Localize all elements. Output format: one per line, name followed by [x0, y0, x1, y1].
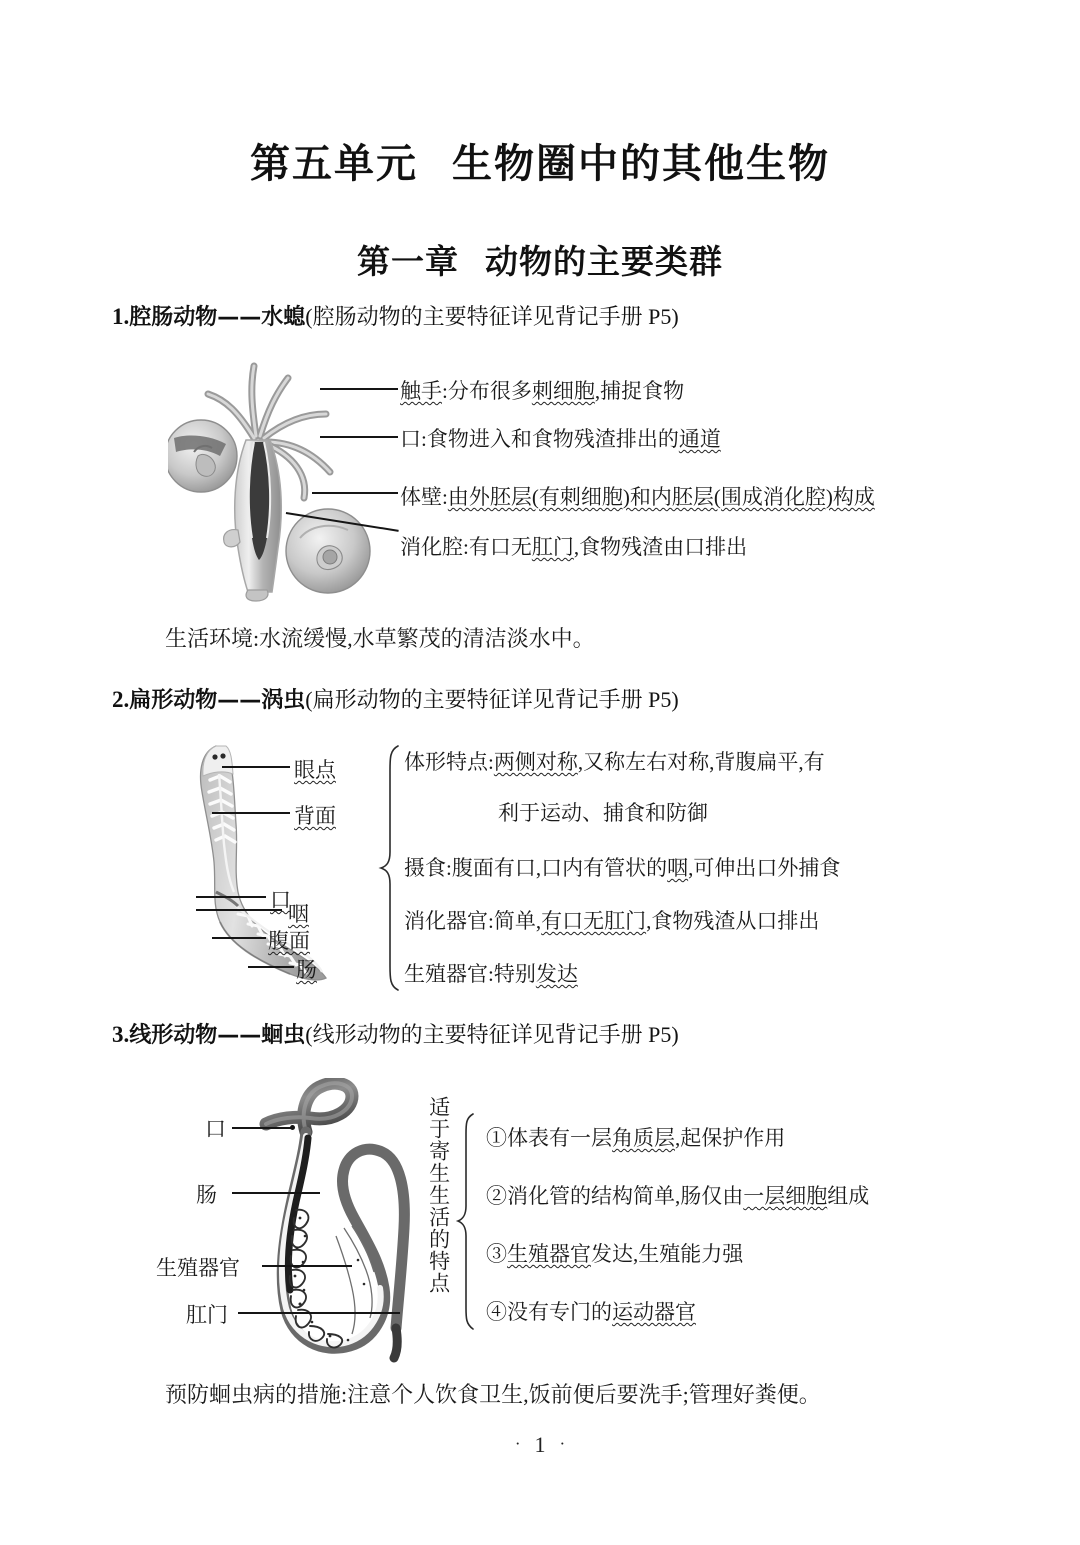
unit-title: [0, 132, 1080, 189]
planarian-item-shape-cont: 利于运动、捕食和防御: [498, 801, 708, 825]
roundworm-label-intestine: 肠: [196, 1183, 217, 1207]
leader-line-anus: [238, 1312, 400, 1314]
hydra-habitat: [165, 622, 595, 653]
leader-line-ventral: [212, 937, 266, 939]
section-number-1: 1.: [112, 304, 130, 329]
unit-title-left: 第五单元: [250, 141, 418, 187]
hydra-habitat-label: 生活环境: [165, 626, 254, 651]
section-topic-1: 腔肠动物——水螅: [129, 305, 306, 330]
roundworm-diagram: [248, 1078, 434, 1363]
planarian-item-feeding: 摄食:腹面有口,口内有管状的咽,可伸出口外捕食: [404, 856, 841, 880]
planarian-label-dorsal: 背面: [294, 804, 336, 828]
leader-line-dorsal: [212, 812, 290, 814]
hydra-label-tentacle: 触手:分布很多刺细胞,捕捉食物: [400, 379, 685, 403]
section-topic-2: 扁形动物——涡虫: [129, 688, 306, 713]
hydra-label-cavity: 消化腔:有口无肛门,食物残渣由口排出: [400, 535, 748, 559]
roundworm-vertical-text: 适于寄生生活的特点: [426, 1096, 451, 1294]
leader-line-eyespot: [222, 766, 290, 768]
section-number-3: 3.: [112, 1022, 130, 1047]
leader-line-intestine-planarian: [248, 966, 294, 968]
footer-dot-right: ·: [559, 1434, 566, 1453]
unit-title-right: 生物圈中的其他生物: [452, 141, 830, 187]
section-note-3: (线形动物的主要特征详见背记手册 P5): [305, 1022, 679, 1047]
planarian-label-ventral: 腹面: [268, 929, 310, 953]
section-heading-2: [112, 683, 679, 714]
roundworm-prevention: [165, 1378, 821, 1409]
planarian-label-eyespot: 眼点: [294, 758, 336, 782]
page-footer: [0, 1432, 1080, 1458]
planarian-item-digestive: 消化器官:简单,有口无肛门,食物残渣从口排出: [404, 909, 820, 933]
planarian-item-shape: 体形特点:两侧对称,又称左右对称,背腹扁平,有: [404, 750, 825, 774]
hydra-label-bodywall: 体壁:由外胚层(有刺细胞)和内胚层(围成消化腔)构成: [400, 485, 875, 509]
chapter-title-left: 第一章: [357, 245, 459, 281]
section-heading-1: [112, 300, 679, 331]
leader-line-intestine-roundworm: [232, 1192, 320, 1194]
leader-line-bodywall: [312, 492, 398, 494]
leader-line-mouth-roundworm: [232, 1127, 292, 1129]
roundworm-item-3: ③生殖器官发达,生殖能力强: [486, 1242, 744, 1266]
prevention-label: 预防蛔虫病的措施: [165, 1382, 342, 1407]
section-heading-3: [112, 1018, 679, 1049]
planarian-brace: [378, 744, 404, 992]
section-note-2: (扁形动物的主要特征详见背记手册 P5): [305, 687, 679, 712]
footer-dot-left: ·: [514, 1434, 521, 1453]
roundworm-brace: [455, 1112, 479, 1332]
planarian-label-intestine: 肠: [296, 958, 317, 982]
section-number-2: 2.: [112, 687, 130, 712]
roundworm-label-mouth: 口: [205, 1117, 226, 1141]
planarian-item-reproductive: 生殖器官:特别发达: [404, 962, 578, 986]
chapter-title-right: 动物的主要类群: [485, 245, 723, 281]
roundworm-label-anus: 肛门: [186, 1303, 228, 1327]
roundworm-item-1: ①体表有一层角质层,起保护作用: [486, 1126, 786, 1150]
roundworm-item-4: ④没有专门的运动器官: [486, 1300, 696, 1324]
leader-line-mouth-planarian: [196, 896, 266, 898]
planarian-label-pharynx: 咽: [288, 902, 309, 926]
hydra-diagram: [168, 352, 398, 602]
roundworm-item-2: ②消化管的结构简单,肠仅由一层细胞组成: [486, 1184, 870, 1208]
section-topic-3: 线形动物——蛔虫: [129, 1023, 306, 1048]
leader-line-tentacle: [320, 388, 398, 390]
page-number: 1: [534, 1432, 546, 1457]
roundworm-label-reproductive: 生殖器官: [156, 1256, 240, 1280]
hydra-label-mouth: 口:食物进入和食物残渣排出的通道: [400, 427, 721, 451]
section-note-1: (腔肠动物的主要特征详见背记手册 P5): [305, 304, 679, 329]
leader-line-reproductive: [262, 1265, 352, 1267]
prevention-text: :注意个人饮食卫生,饭前便后要洗手;管理好粪便。: [341, 1382, 821, 1407]
chapter-title: [0, 236, 1080, 283]
leader-dot-mouth: [290, 1125, 295, 1130]
hydra-habitat-text: :水流缓慢,水草繁茂的清洁淡水中。: [253, 626, 595, 651]
leader-line-mouth: [320, 436, 398, 438]
planarian-label-mouth: 口: [270, 888, 291, 912]
